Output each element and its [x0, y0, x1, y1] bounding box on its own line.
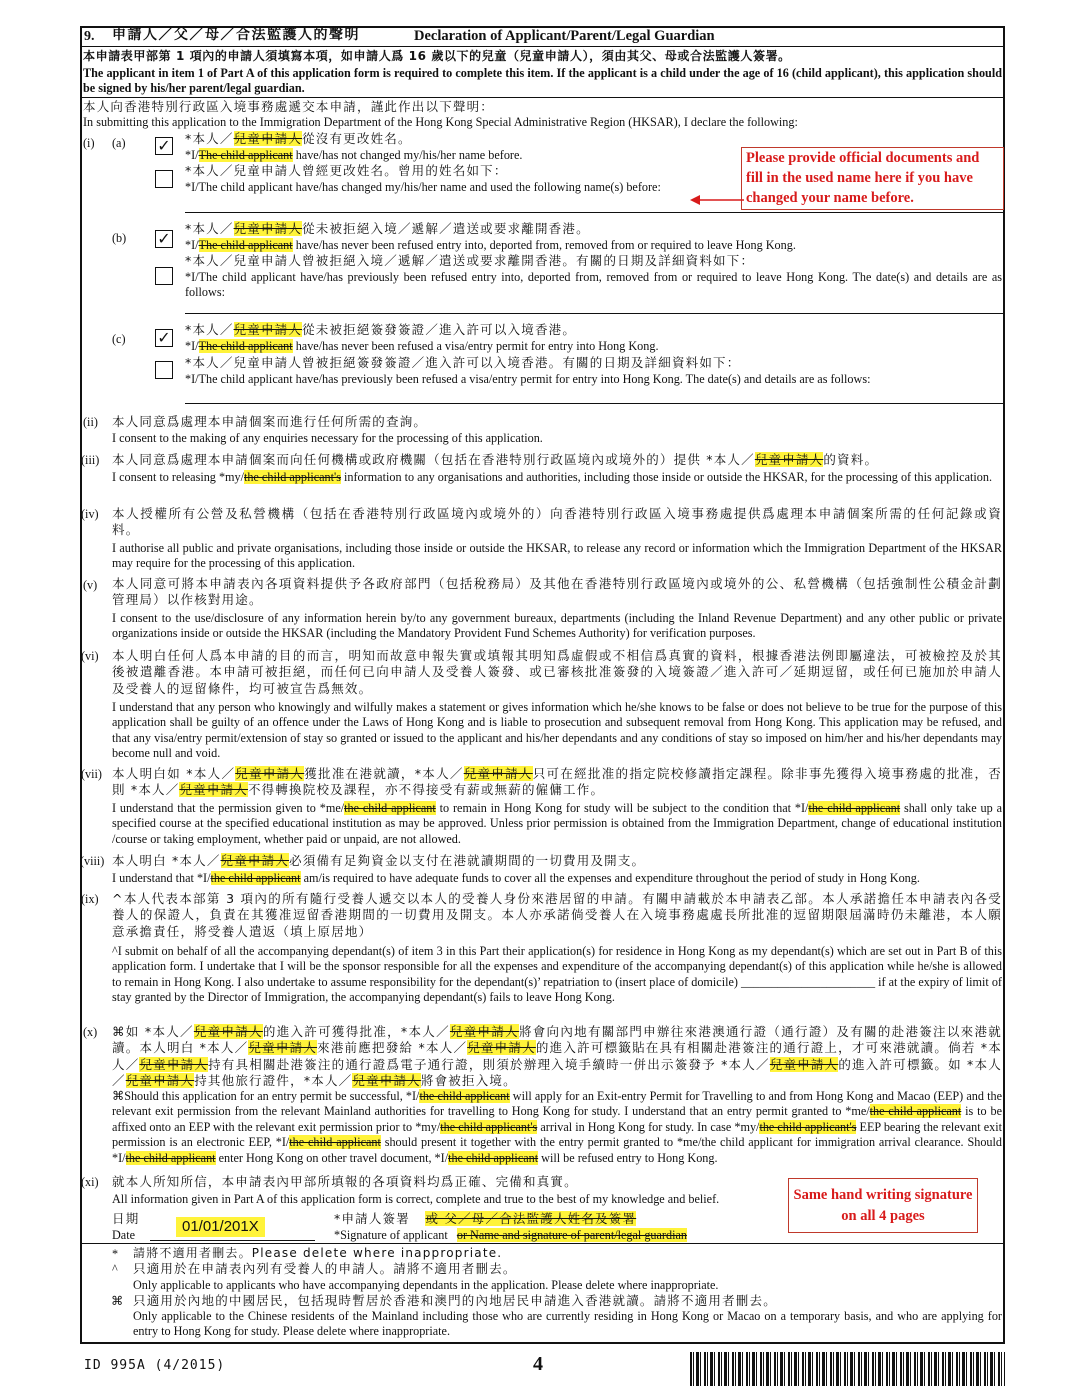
c2-fill-line[interactable]	[185, 403, 1003, 404]
item-viii-number: (viii)	[80, 854, 105, 868]
v-en: I consent to the use/disclosure of any information herein by/to any government bureaux, departments (including the Inland Revenue Department) and any other public or private organizations inside or outside the HKSAR (including the Mandatory Provident Fund Schemes Authority) for verification purposes.	[112, 611, 1002, 641]
b2-fill-line[interactable]	[185, 313, 1003, 314]
item-b-label: (b)	[112, 231, 127, 245]
footnote-star: 請將不適用者刪去。Please delete where inappropriate.	[133, 1246, 503, 1260]
x-en: ⌘Should this application for an entry permit be successful, *I/the child applicant will apply for an Exit-entry Permit for Travelling to and from Hong Kong and Macao (EEP) and the relevant exit permission from the relevant Mainland authorities for travelling to Hong Kong for study. I understand that an entry permit granted to *me/the child applicant is to be affixed onto an EEP with the relevant exit permission prior to *my/the child applicant's arrival in Hong Kong for study. In case *my/the child applicant's EEP bearing the relevant exit permission is an electronic EEP, *I/the child applicant should present it together with the entry permit granted to *me/the child applicant for immigration arrival clearance. Should *I/the child applicant enter Hong Kong on other travel document, *I/the child applicant will be refused entry to Hong Kong.	[112, 1089, 1002, 1165]
item-v-number: (v)	[83, 578, 98, 592]
footnote-caret-cn: 只適用於在申請表內列有受養人的申請人。請將不適用者刪去。	[133, 1261, 517, 1276]
check-mark-icon: ✓	[157, 136, 171, 155]
footnote-x-en: Only applicable to the Chinese residents of the Mainland including those who are currently residing in Hong Kong or Macao on a temporary basis, and who are applying for entry to Hong Kong for study. Please delete where inappropriate.	[133, 1309, 1002, 1338]
check-mark-icon: ✓	[157, 229, 171, 248]
ix-en: ^I submit on behalf of all the accompanying dependant(s) of item 3 in this Part their application(s) for residence in Hong Kong as my dependant(s) which are set out in Part B of this application form. I undertake that I will be the sponsor responsible for all the expenses and expenditure of the accompanying dependant(s) of this application while he/she is allowed to remain in Hong Kong. I also undertake to assume responsibility for the dependant(s)’ repatriation to (insert place of domicile) ______________________ if at the expiry of limit of stay granted by the Director of Immigration, the accompanying dependant(s) fails to leave Hong Kong.	[112, 944, 1002, 1005]
annotation-signature: Same hand writing signature on all 4 pages	[788, 1178, 978, 1233]
ii-en: I consent to the making of any enquiries necessary for the processing of this application.	[112, 431, 543, 445]
footnote-x-cn: 只適用於內地的中國居民，包括現時暫居於香港和澳門的內地居民申請進入香港就讀。請將不適用者刪去。	[133, 1293, 777, 1308]
arrow-left-icon	[690, 192, 746, 208]
checkbox-b2[interactable]	[155, 267, 173, 285]
item-vii-number: (vii)	[81, 767, 102, 781]
footnote-star-symbol: *	[112, 1247, 119, 1261]
c1-cn: *本人／兒童申請人從未被拒絕簽發簽證／進入許可以入境香港。	[185, 322, 577, 337]
b2-en: *I/The child applicant have/has previously been refused entry into, deported from, removed from or required to leave Hong Kong. The date(s) and details are as follows:	[185, 270, 1002, 300]
item-xi-number: (xi)	[81, 1175, 99, 1189]
vii-cn: 本人明白如 *本人／兒童申請人獲批准在港就讀，*本人／兒童申請人只可在經批准的指定院校修讀指定課程。除非事先獲得入境事務處的批准，否則 *本人／兒童申請人不得轉換院校及課程，亦不得接受有薪或無薪的僱傭工作。	[112, 766, 1002, 798]
a2-cn: *本人／兒童申請人曾經更改姓名。曾用的姓名如下：	[185, 163, 508, 178]
a1-cn: *本人／兒童申請人從沒有更改姓名。	[185, 131, 412, 146]
item-iv-number: (iv)	[81, 507, 99, 521]
xi-cn: 就本人所知所信，本申請表內甲部所填報的各項資料均爲正確、完備和真實。	[112, 1174, 578, 1189]
b1-cn: *本人／兒童申請人從未被拒絕入境／遞解／遣送或要求離開香港。	[185, 221, 590, 236]
item-x-number: (x)	[83, 1025, 98, 1039]
footnote-caret-en: Only applicable to applicants who have accompanying dependants in the application. Please delete where inappropriate.	[133, 1278, 719, 1292]
checkbox-c1[interactable]	[155, 329, 173, 347]
item-vi-number: (vi)	[81, 649, 99, 663]
lead-cn: 本人向香港特別行政區入境事務處遞交本申請，謹此作出以下聲明：	[83, 99, 495, 114]
lead-en: In submitting this application to the Immigration Department of the Hong Kong Special Administrative Region (HKSAR), I declare the following:	[83, 115, 798, 129]
xi-en: All information given in Part A of this application form is correct, complete and true to the best of my knowledge and belief.	[112, 1192, 720, 1206]
vi-en: I understand that any person who knowingly and wilfully makes a statement or gives information which he/she knows to be false or does not believe to be true for the purpose of this application shall be guilty of an offence under the Laws of Hong Kong and is liable to prosecution and subsequent removal from Hong Kong. This application may be refused, and that any visa/entry permit/extension of stay so granted or issued to the applicant and his/her dependants and any conditions of stay so imposed on him/her and his/her dependants may become null and void.	[112, 700, 1002, 761]
viii-en: I understand that *I/the child applicant am/is required to have adequate funds to cover all the expenses and expenditure throughout the period of study in Hong Kong.	[112, 871, 920, 885]
page-number: 4	[533, 1353, 543, 1375]
a2-fill-line[interactable]	[185, 212, 1003, 213]
signature-label-cn: *申請人簽署 或 父／母／合法監護人姓名及簽署	[334, 1211, 637, 1226]
section-title-en: Declaration of Applicant/Parent/Legal Guardian	[414, 28, 715, 44]
checkbox-a1[interactable]	[155, 137, 173, 155]
item-iii-number: (iii)	[81, 453, 100, 467]
barcode	[690, 1352, 1005, 1386]
item-c-label: (c)	[112, 332, 126, 346]
item-ii-number: (ii)	[83, 415, 98, 429]
footnote-caret-symbol: ^	[112, 1262, 118, 1276]
checkbox-b1[interactable]	[155, 230, 173, 248]
date-label-en: Date	[112, 1228, 136, 1242]
viii-cn: 本人明白 *本人／兒童申請人必須備有足夠資金以支付在港就讀期間的一切費用及開支。	[112, 853, 646, 868]
checkbox-a2[interactable]	[155, 170, 173, 188]
ix-cn: ^本人代表本部第 3 項內的所有隨行受養人遞交以本人的受養人身份來港居留的申請。有關申請載於本申請表乙部。本人承諾擔任本申請表內各受養人的保證人，負責在其獲准逗留香港期間的一切費用及開支。本人亦承諾倘受養人在入境事務處處長所批准的逗留期限屆滿時仍未離港，本人願意承擔責任，將受養人遣返（填上原居地）	[112, 891, 1002, 939]
check-mark-icon: ✓	[157, 328, 171, 347]
v-cn: 本人同意可將本申請表內各項資料提供予各政府部門（包括稅務局）及其他在香港特別行政區境內或境外的公、私營機構（包括強制性公積金計劃管理局）以作核對用途。	[112, 576, 1002, 608]
c2-en: *I/The child applicant have/has previously been refused a visa/entry permit for entry into Hong Kong. The date(s) and details are as follows:	[185, 372, 871, 386]
c2-cn: *本人／兒童申請人曾被拒絕簽發簽證／進入許可以入境香港。有關的日期及詳細資料如下：	[185, 355, 741, 370]
section-number: 9.	[84, 29, 95, 44]
iv-en: I authorise all public and private organisations, including those inside or outside the HKSAR, to release any record or information which the Immigration Department of the HKSAR may require for the processing of this application.	[112, 541, 1002, 571]
section-title-cn: 申請人／父／母／合法監護人的聲明	[112, 27, 360, 43]
ii-cn: 本人同意爲處理本申請個案而進行任何所需的查詢。	[112, 414, 428, 429]
c1-en: *I/The child applicant have/has never been refused a visa/entry permit for entry into Hong Kong.	[185, 339, 659, 353]
date-value[interactable]: 01/01/201X	[176, 1217, 265, 1237]
vii-en: I understand that the permission given to *me/the child applicant to remain in Hong Kong for study will be subject to the condition that *I/the child applicant shall only take up a specified course at the specified educational institution as may be approved. Unless prior permission is obtained from the Immigration Department, change of educational institution /course or taking employment, whether paid or unpaid, are not allowed.	[112, 801, 1002, 846]
a2-en: *I/The child applicant have/has changed my/his/her name and used the following name(s) before:	[185, 180, 661, 194]
vi-cn: 本人明白任何人爲本申請的目的而言，明知而故意申報失實或填報其明知爲虛假或不相信爲真實的資料，根據香港法例即屬違法，可被檢控及於其後被遣離香港。本申請可被拒絕，而任何已向申請人及受養人簽發、或已審核批准簽發的入境簽證／進入許可／延期逗留，或任何已施加於申請人及受養人的逗留條件，均可被宣告爲無效。	[112, 648, 1002, 696]
section-header	[82, 28, 1003, 47]
iii-cn: 本人同意爲處理本申請個案而向任何機構或政府機關（包括在香港特別行政區境內或境外的）提供 *本人／兒童申請人的資料。	[112, 452, 879, 467]
item-ix-number: (ix)	[81, 892, 99, 906]
iii-en: I consent to releasing *my/the child applicant's information to any organisations and authorities, including those inside or outside the HKSAR, for the processing of this application.	[112, 470, 992, 484]
annotation-used-name: Please provide official documents and fill in the used name here if you have changed your name before.	[741, 147, 1004, 210]
a1-en: *I/The child applicant have/has not changed my/his/her name before.	[185, 148, 523, 162]
item-i-number: (i)	[83, 136, 95, 150]
signature-label-en: *Signature of applicant or Name and signature of parent/legal guardian	[334, 1228, 687, 1242]
b2-cn: *本人／兒童申請人曾被拒絕入境／遞解／遣送或要求離開香港。有關的日期及詳細資料如下：	[185, 253, 755, 268]
x-cn: ⌘如 *本人／兒童申請人的進入許可獲得批准，*本人／兒童申請人將會向內地有關部門申辦往來港澳通行證（通行證）及有關的赴港簽注以來港就讀。本人明白 *本人／兒童申請人來港前應把發給 *本人／兒童申請人的進入許可標籤貼在具有相關赴港簽注的通行證上，才可來港就讀。倘若 *本人／兒童申請人持有具相關赴港簽注的通行證爲電子通行證，則須於辦理入境手續時一併出示簽發予 *本人／兒童申請人的進入許可標籤。如 *本人／兒童申請人持其他旅行證件，*本人／兒童申請人將會被拒入境。	[112, 1024, 1002, 1089]
date-label-cn: 日期	[112, 1211, 140, 1226]
checkbox-c2[interactable]	[155, 361, 173, 379]
b1-en: *I/The child applicant have/has never been refused entry into, deported from, removed from or required to leave Hong Kong.	[185, 238, 796, 252]
item-a-label: (a)	[112, 136, 126, 150]
form-id: ID 995A (4/2015)	[84, 1358, 226, 1373]
intro-en: The applicant in item 1 of Part A of this application form is required to complete this item. If the applicant is a child under the age of 16 (child applicant), this application should be signed by his/her parent/legal guardian.	[83, 66, 1002, 96]
intro-cn: 本申請表甲部第 1 項內的申請人須填寫本項，如申請人爲 16 歲以下的兒童（兒童申請人），須由其父、母或合法監護人簽署。	[83, 49, 791, 63]
iv-cn: 本人授權所有公營及私營機構（包括在香港特別行政區境內或境外的）向香港特別行政區入境事務處提供爲處理本申請個案所需的任何記錄或資料。	[112, 506, 1002, 538]
footnote-x-symbol: ⌘	[111, 1294, 124, 1308]
